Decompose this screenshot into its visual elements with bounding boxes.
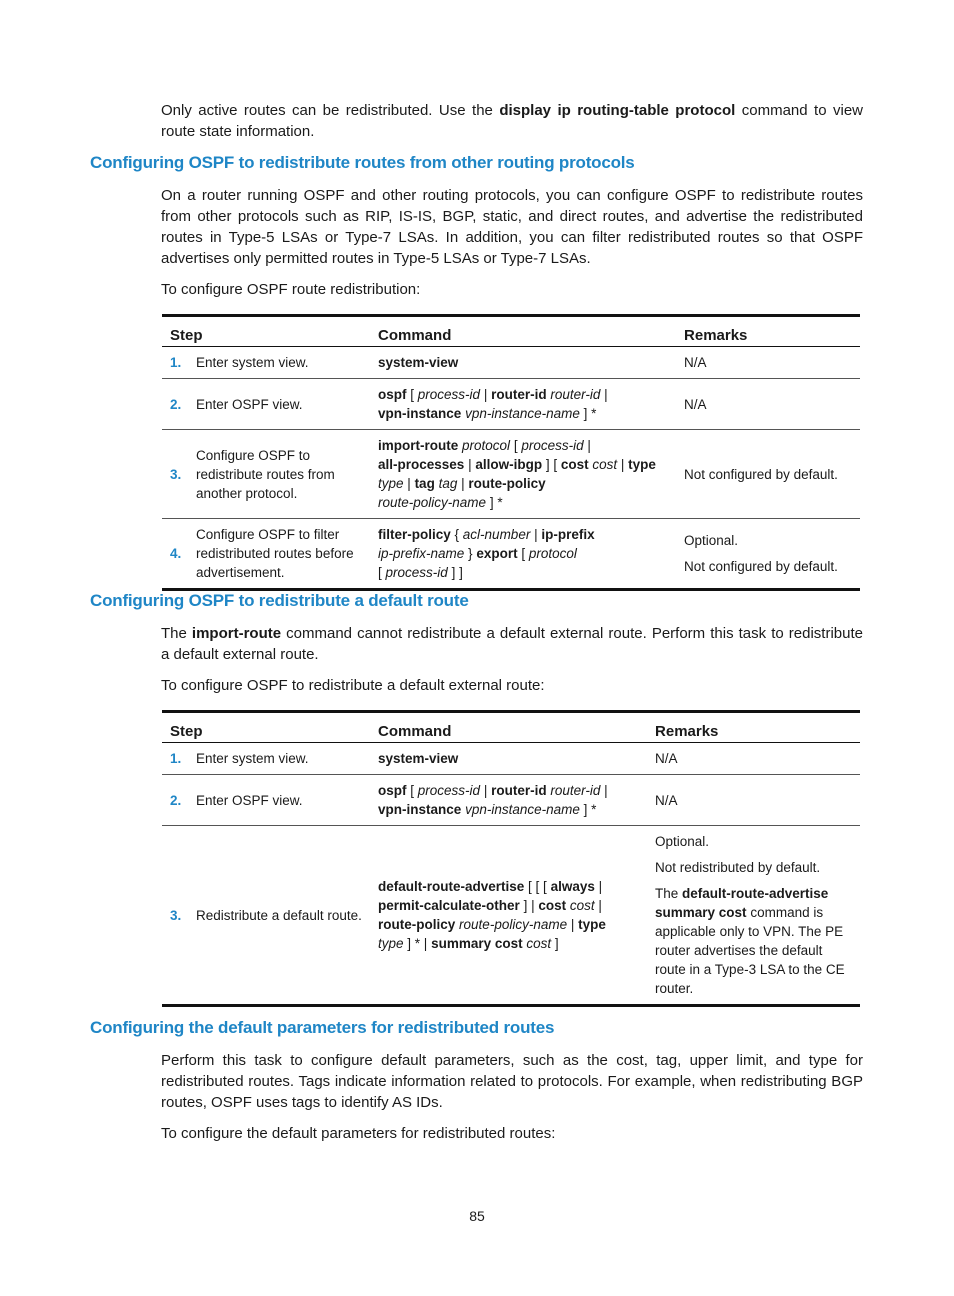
command-syntax: |: [594, 879, 603, 894]
step-remarks: [676, 379, 860, 430]
remark-text: N/A: [655, 751, 678, 766]
step-number: 2.: [162, 379, 194, 430]
section3-lead: To configure the default parameters for redistributed routes:: [161, 1125, 556, 1142]
remark-note: [655, 884, 852, 998]
table-row: [162, 347, 860, 379]
command-argument: acl-number: [462, 527, 531, 542]
command-syntax: [: [406, 387, 418, 402]
command-keyword: router-id: [491, 783, 547, 798]
remark-text: Optional.: [655, 834, 710, 849]
command-argument: process-id: [385, 565, 448, 580]
intro-paragraph: [161, 100, 863, 142]
command-syntax: |: [600, 783, 608, 798]
table-header-row: [162, 316, 860, 347]
step-remarks: [676, 519, 860, 590]
command-keyword: tag: [414, 476, 435, 491]
step-number: 2.: [162, 775, 194, 826]
command-syntax: |: [403, 476, 415, 491]
command-syntax: ] *: [486, 495, 503, 510]
command-syntax: |: [567, 917, 579, 932]
table-row: [162, 775, 860, 826]
section2-body-post: command cannot redistribute a default external route. Perform this task to redistribute a default external route.: [161, 625, 863, 663]
header-remarks: Remarks: [676, 316, 860, 347]
command-syntax: [: [510, 438, 522, 453]
command-keyword: filter-policy: [378, 527, 451, 542]
table-row: [162, 743, 860, 775]
table-row: [162, 519, 860, 590]
intro-command: display ip routing-table protocol: [499, 102, 736, 119]
command-keyword: vpn-instance: [378, 406, 462, 421]
table-header-row: [162, 712, 860, 743]
header-command: Command: [370, 316, 676, 347]
remark-text: N/A: [655, 792, 678, 808]
command-keyword: cost: [538, 898, 567, 913]
command-syntax: [: [517, 546, 529, 561]
header-remarks: Remarks: [647, 712, 860, 743]
command-syntax: [ [ [: [524, 879, 551, 894]
command-keyword: system-view: [378, 751, 459, 766]
command-syntax: {: [450, 527, 463, 542]
command-syntax: ] ]: [447, 565, 463, 580]
command-argument: cost: [526, 936, 552, 951]
command-keyword: route-policy: [468, 476, 546, 491]
section1-lead: To configure OSPF route redistribution:: [161, 281, 421, 298]
command-argument: route-policy-name: [459, 917, 568, 932]
step-remarks: [647, 826, 860, 1006]
command-keyword: system-view: [378, 355, 459, 370]
command-argument: process-id: [521, 438, 584, 453]
header-command: Command: [370, 712, 647, 743]
command-keyword: router-id: [491, 387, 547, 402]
section2-body-command: import-route: [191, 625, 282, 642]
command-syntax: ] *: [579, 406, 597, 421]
command-keyword: all-processes: [378, 457, 465, 472]
step-number: 4.: [162, 519, 194, 590]
table-row: [162, 379, 860, 430]
step-command: [370, 826, 647, 1006]
command-keyword: import-route: [378, 438, 459, 453]
command-syntax: command is applicable only to VPN. The PE router advertises the default route in a Type-3 LSA to the CE router.: [655, 905, 845, 996]
intro-text-post: command to view route state information.: [161, 102, 863, 140]
command-syntax: }: [464, 546, 477, 561]
step-description: Configure OSPF to filter redistributed routes before advertisement.: [194, 519, 370, 590]
command-syntax: ] [: [542, 457, 561, 472]
command-syntax: |: [594, 898, 602, 913]
command-syntax: |: [530, 527, 542, 542]
remark-text: Not redistributed by default.: [655, 860, 821, 875]
command-syntax: |: [617, 457, 629, 472]
command-argument: router-id: [550, 387, 601, 402]
command-syntax: ] * |: [403, 936, 432, 951]
section-heading-default-route: Configuring OSPF to redistribute a default route: [90, 591, 469, 610]
section3-body: Perform this task to configure default parameters, such as the cost, tag, upper limit, and type for redistributed routes. Tags indicate information related to protocols. For example, when redistributing BGP routes, OSPF uses tags to identify AS IDs.: [161, 1052, 863, 1111]
step-command: [370, 430, 676, 519]
command-syntax: |: [464, 457, 476, 472]
command-argument: vpn-instance-name: [465, 802, 580, 817]
header-step: Step: [162, 712, 370, 743]
command-syntax: The: [655, 886, 683, 901]
table-row: [162, 826, 860, 1006]
command-syntax: |: [457, 476, 469, 491]
section-heading-default-parameters: Configuring the default parameters for redistributed routes: [90, 1018, 555, 1037]
remark-text: Not configured by default.: [684, 466, 838, 482]
step-description: Configure OSPF to redistribute routes from another protocol.: [194, 430, 370, 519]
command-keyword: default-route-advertise: [378, 879, 525, 894]
command-keyword: type: [628, 457, 656, 472]
command-keyword: vpn-instance: [378, 802, 462, 817]
section2-lead: To configure OSPF to redistribute a default external route:: [161, 677, 545, 694]
command-syntax: ] *: [579, 802, 597, 817]
command-keyword: permit-calculate-other: [378, 898, 520, 913]
step-description: Enter system view.: [194, 347, 370, 379]
command-keyword: allow-ibgp: [475, 457, 543, 472]
step-remarks: [676, 430, 860, 519]
section2-body-pre: The: [161, 625, 192, 642]
command-syntax: |: [480, 387, 492, 402]
command-argument: process-id: [417, 783, 481, 798]
step-number: 1.: [162, 743, 194, 775]
step-command: [370, 519, 676, 590]
step-command: [370, 775, 647, 826]
command-argument: type: [378, 476, 404, 491]
command-syntax: ] |: [519, 898, 539, 913]
step-description: Redistribute a default route.: [194, 826, 370, 1006]
command-argument: cost: [569, 898, 595, 913]
command-syntax: |: [583, 438, 591, 453]
section2-body: [161, 623, 863, 665]
step-number: 1.: [162, 347, 194, 379]
redistribution-steps-table: [162, 314, 860, 591]
command-argument: ip-prefix-name: [378, 546, 465, 561]
command-keyword: type: [578, 917, 606, 932]
command-keyword: ospf: [378, 783, 407, 798]
remark-text: Not configured by default.: [684, 559, 838, 574]
page-number: 85: [469, 1208, 485, 1224]
command-keyword: cost: [560, 457, 589, 472]
header-step: Step: [162, 316, 370, 347]
command-argument: router-id: [550, 783, 601, 798]
command-keyword: route-policy: [378, 917, 456, 932]
remark-text: N/A: [684, 355, 707, 370]
section-heading-redistribute-routes: Configuring OSPF to redistribute routes from other routing protocols: [90, 153, 635, 172]
section1-body: On a router running OSPF and other routing protocols, you can configure OSPF to redistribute routes from other protocols such as RIP, IS-IS, BGP, static, and direct routes, and advertise the redistributed routes in Type-5 LSAs or Type-7 LSAs. In addition, you can filter redistributed routes so that OSPF advertises only permitted routes in Type-5 LSAs or Type-7 LSAs.: [161, 187, 863, 267]
step-description: Enter OSPF view.: [194, 379, 370, 430]
command-syntax: |: [600, 387, 608, 402]
command-syntax: [: [406, 783, 418, 798]
command-keyword: default-route-advertise summary cost: [655, 886, 829, 920]
step-remarks: [676, 347, 860, 379]
command-keyword: always: [550, 879, 595, 894]
command-syntax: ]: [551, 936, 559, 951]
step-remarks: [647, 775, 860, 826]
command-argument: protocol: [528, 546, 577, 561]
step-description: Enter system view.: [194, 743, 370, 775]
command-argument: tag: [438, 476, 458, 491]
step-remarks: [647, 743, 860, 775]
command-syntax: [: [378, 565, 386, 580]
step-command: [370, 743, 647, 775]
command-argument: type: [378, 936, 404, 951]
command-argument: cost: [592, 457, 618, 472]
step-number: 3.: [162, 826, 194, 1006]
default-route-steps-table: [162, 710, 860, 1007]
command-keyword: ospf: [378, 387, 407, 402]
intro-text-pre: Only active routes can be redistributed. Use the: [161, 102, 500, 119]
table-row: [162, 430, 860, 519]
command-argument: route-policy-name: [378, 495, 487, 510]
step-description: Enter OSPF view.: [194, 775, 370, 826]
step-command: [370, 379, 676, 430]
command-keyword: ip-prefix: [541, 527, 595, 542]
command-keyword: export: [476, 546, 518, 561]
step-number: 3.: [162, 430, 194, 519]
remark-text: Optional.: [684, 533, 739, 548]
command-keyword: summary cost: [431, 936, 523, 951]
command-argument: process-id: [417, 387, 481, 402]
command-argument: vpn-instance-name: [465, 406, 580, 421]
command-syntax: |: [480, 783, 492, 798]
remark-text: N/A: [684, 396, 707, 412]
step-command: [370, 347, 676, 379]
command-argument: protocol: [462, 438, 511, 453]
